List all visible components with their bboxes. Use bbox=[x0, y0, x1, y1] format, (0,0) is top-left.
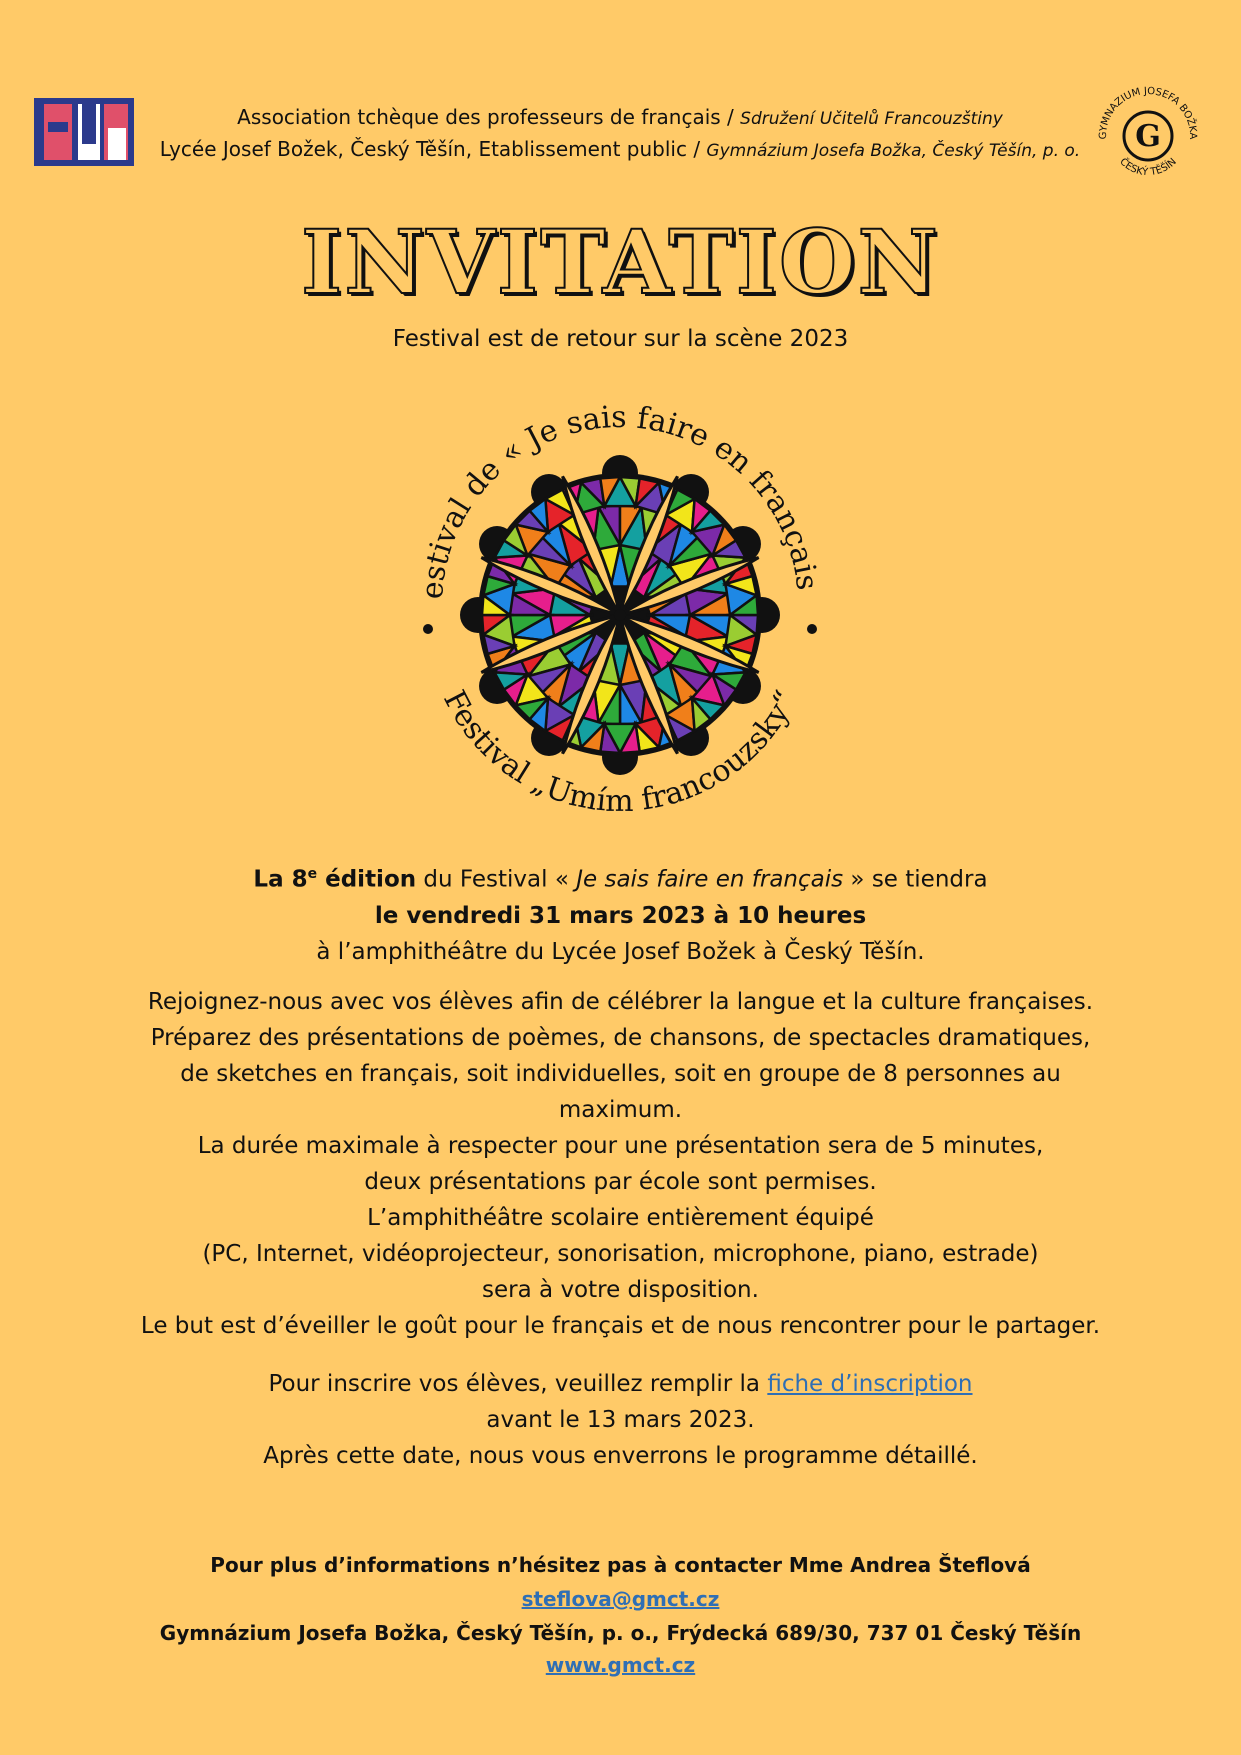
festival-emblem bbox=[390, 385, 850, 845]
header-line-1: Association tchèque des professeurs de français / Sdružení Učitelů Francouzštiny bbox=[237, 105, 1003, 129]
contact-line: Pour plus d’informations n’hésitez pas à contacter Mme Andrea Šteflová bbox=[210, 1553, 1031, 1577]
email-link[interactable]: steflova@gmct.cz bbox=[521, 1587, 720, 1611]
body-line: de sketches en français, soit individuelles, soit en groupe de 8 personnes au bbox=[180, 1061, 1061, 1087]
page-subtitle: Festival est de retour sur la scène 2023 bbox=[392, 326, 849, 352]
date-line: le vendredi 31 mars 2023 à 10 heures bbox=[374, 902, 867, 929]
body-line: sera à votre disposition. bbox=[482, 1277, 759, 1303]
edition-line: La 8e édition du Festival « Je sais faire en français » se tiendra bbox=[253, 866, 988, 893]
registration-form-link[interactable]: fiche d’inscription bbox=[767, 1371, 973, 1397]
body-line: La durée maximale à respecter pour une présentation sera de 5 minutes, bbox=[197, 1133, 1044, 1159]
body-line: Rejoignez-nous avec vos élèves afin de célébrer la langue et la culture françaises. bbox=[147, 989, 1094, 1015]
body-line: L’amphithéâtre scolaire entièrement équipé bbox=[367, 1205, 874, 1231]
registration-line-2: avant le 13 mars 2023. bbox=[486, 1407, 755, 1433]
body-line: Préparez des présentations de poèmes, de chansons, de spectacles dramatiques, bbox=[150, 1025, 1091, 1051]
body-paragraph bbox=[0, 984, 1241, 1344]
body-line: maximum. bbox=[558, 1097, 683, 1123]
logo-right-mark: G bbox=[1135, 119, 1161, 154]
logo-right-arc-top: GYMNAZIUM JOSEFA BOŽKA bbox=[1097, 85, 1199, 140]
mandala-icon bbox=[460, 455, 780, 775]
place-line: à l’amphithéâtre du Lycée Josef Božek à Český Těšín. bbox=[316, 938, 925, 965]
announcement bbox=[0, 856, 1241, 970]
address-line: Gymnázium Josefa Božka, Český Těšín, p. o., Frýdecká 689/30, 737 01 Český Těšín bbox=[159, 1621, 1082, 1645]
header-organizations bbox=[140, 102, 1100, 166]
svg-text:ČESKÝ TĚŠÍN bbox=[1117, 155, 1178, 178]
footer-contact bbox=[0, 1548, 1241, 1680]
emblem-ring-bottom: Festival „Umím francouzsky“ bbox=[436, 685, 804, 819]
registration-line-3: Après cette date, nous vous enverrons le programme détaillé. bbox=[263, 1443, 978, 1469]
header-line-2: Lycée Josef Božek, Český Těšín, Etablissement public / Gymnázium Josefa Božka, Český Těšín, p. o. bbox=[159, 137, 1081, 161]
registration-line-1: Pour inscrire vos élèves, veuillez remplir la fiche d’inscription bbox=[268, 1371, 973, 1397]
body-line: (PC, Internet, vidéoprojecteur, sonorisation, microphone, piano, estrade) bbox=[202, 1241, 1039, 1267]
body-line: deux présentations par école sont permises. bbox=[364, 1169, 877, 1195]
logo-right-arc-bottom: ČESKÝ TĚŠÍN bbox=[1117, 156, 1179, 179]
registration bbox=[0, 1366, 1241, 1474]
body-line: Le but est d’éveiller le goût pour le français et de nous rencontrer pour le partager. bbox=[140, 1313, 1101, 1339]
emblem-ring-top: estival de « Je sais faire en français bbox=[414, 399, 825, 601]
suf-logo bbox=[34, 98, 134, 166]
website-link[interactable]: www.gmct.cz bbox=[545, 1653, 696, 1677]
page-title: INVITATION bbox=[301, 210, 940, 314]
gymnazium-logo bbox=[1088, 76, 1206, 186]
